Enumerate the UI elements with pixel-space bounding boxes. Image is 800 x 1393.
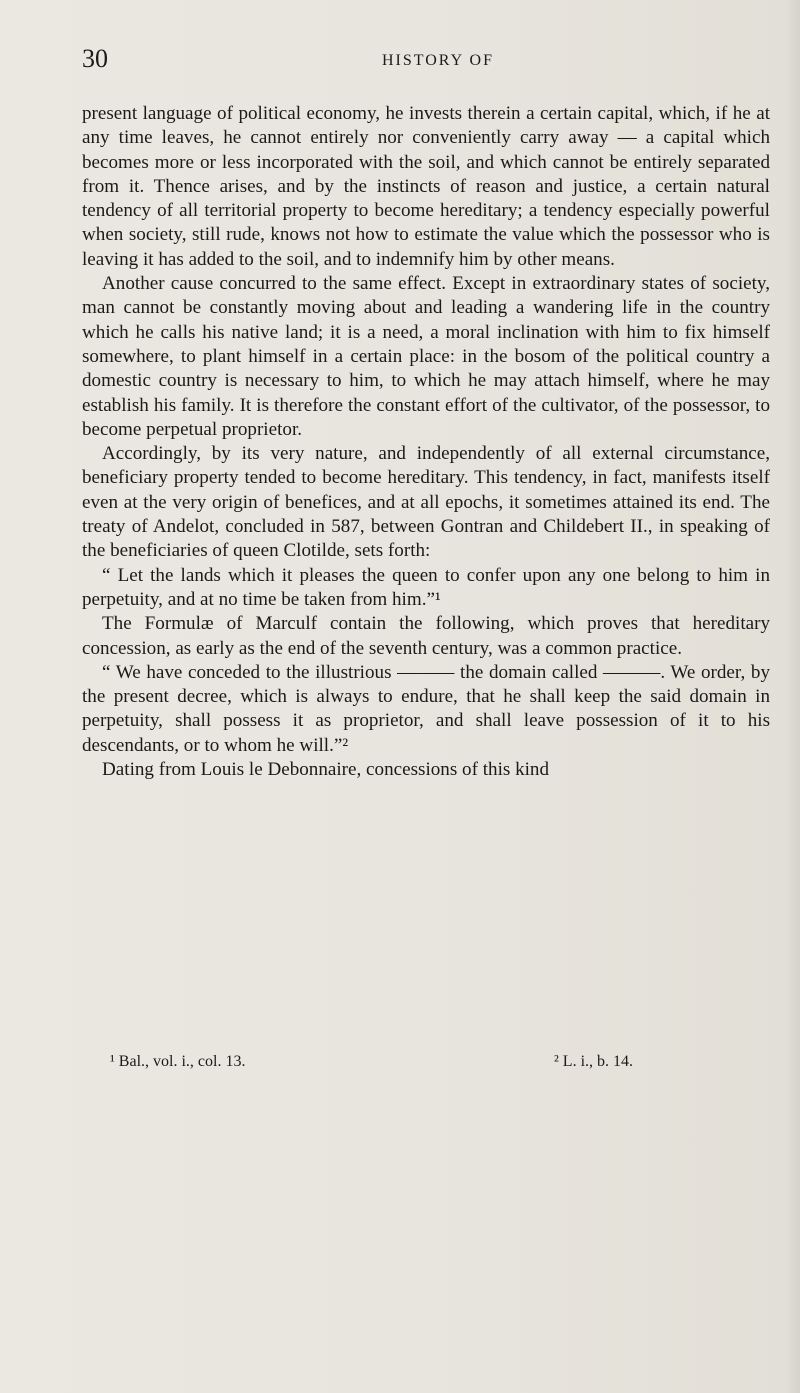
footnote: ¹ Bal., vol. i., col. 13. (110, 1053, 246, 1070)
body-text (82, 102, 770, 782)
paragraph: The Formulæ of Marculf contain the following, which proves that hereditary concession, as early as the end of the seventh century, was a common practice. (82, 613, 770, 659)
page-header (82, 44, 764, 84)
paragraph: Another cause concurred to the same effect. Except in extraordinary states of society, man cannot be constantly moving about and leading a wandering life in the country which he calls his native land; it is a need, a moral inclination with him to fix himself somewhere, to plant himself in a certain place: in the bosom of the political country a domestic country is necessary to him, to which he may attach himself, where he may establish his family. It is therefore the constant effort of the cultivator, of the possessor, to become perpetual proprietor. (82, 273, 770, 440)
paragraph: Dating from Louis le Debonnaire, concessions of this kind (102, 759, 550, 781)
page-edge-shadow (786, 0, 800, 1393)
footnote: ² L. i., b. 14. (554, 1053, 634, 1070)
page-number: 30 (82, 44, 108, 73)
paragraph: present language of political economy, he invests therein a certain capital, which, if he at any time leaves, he cannot entirely nor conveniently carry away — a capital which becomes more or less incorporated with the soil, and which cannot be entirely separated from it. Thence arises, and by the instincts of reason and justice, a certain natural tendency of all territorial property to become hereditary; a tendency especially powerful when society, still rude, knows not how to estimate the value which the possessor who is leaving it has added to the soil, and to indemnify him by other means. (82, 103, 770, 270)
quotation-paragraph: “ We have conceded to the illustrious ——— the domain called ———. We order, by the present decree, which is always to endure, that he shall keep the said domain in perpetuity, shall possess it as proprietor, and shall leave possession of it to his descendants, or to whom he will.”² (82, 661, 770, 756)
quotation-paragraph: “ Let the lands which it pleases the queen to confer upon any one belong to him in perpetuity, and at no time be taken from him.”¹ (82, 564, 770, 610)
paragraph: Accordingly, by its very nature, and independently of all external circumstance, beneficiary property tended to become hereditary. This tendency, in fact, manifests itself even at the very origin of benefices, and at all epochs, it sometimes attained its end. The treaty of Andelot, concluded in 587, between Gontran and Childebert II., in speaking of the beneficiaries of queen Clotilde, sets forth: (82, 443, 770, 562)
running-head: HISTORY OF (381, 52, 495, 69)
